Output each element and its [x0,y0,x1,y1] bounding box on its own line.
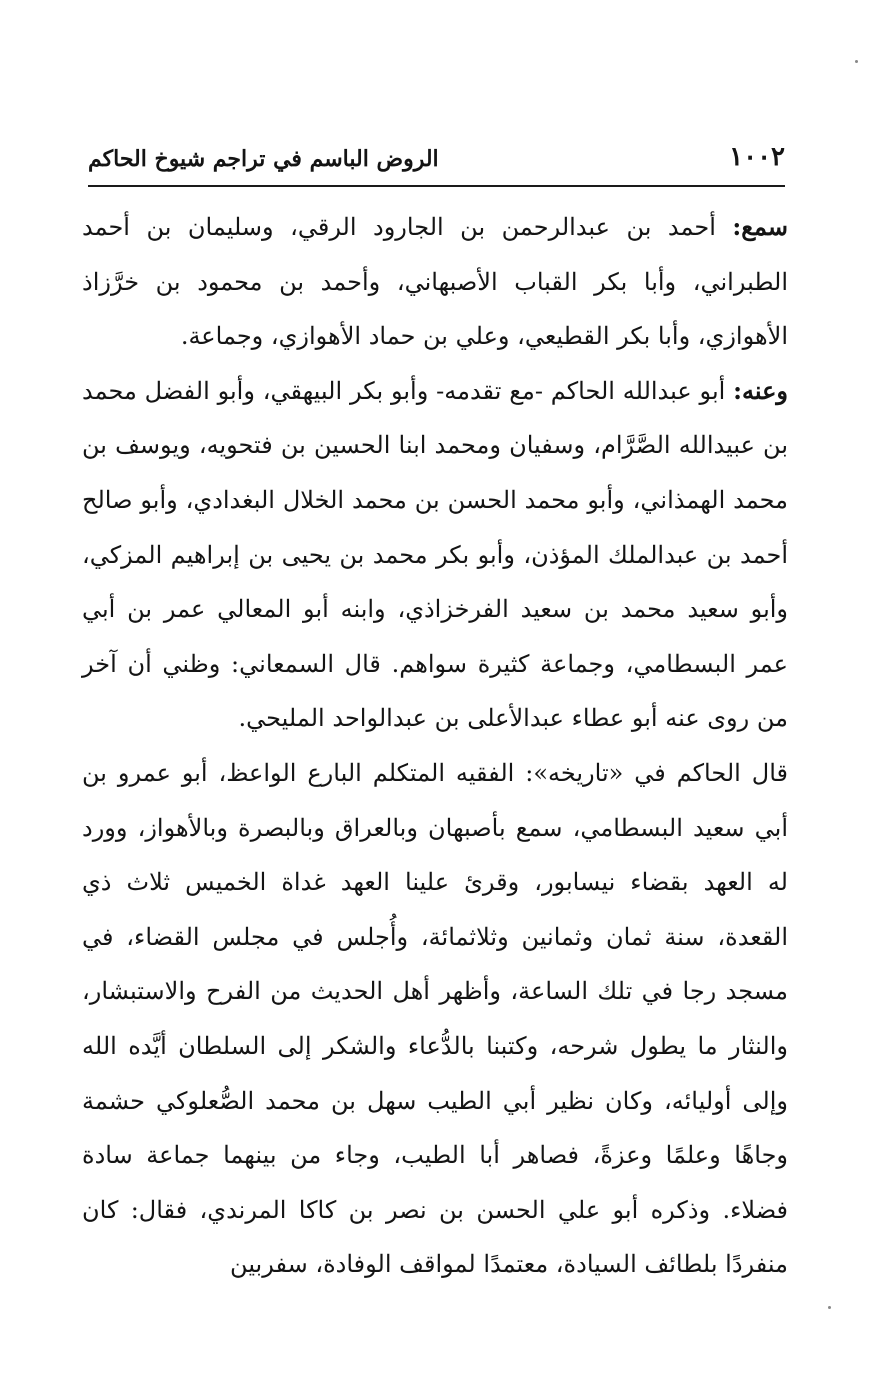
paragraph-lead: وعنه: [733,375,788,405]
paragraph-lead: سمع: [732,212,788,241]
paragraph-narrators [82,364,788,746]
paragraph-text: أحمد بن عبدالرحمن بن الجارود الرقي، وسليمان بن أحمد الطبراني، وأبا بكر القباب الأصبهاني، وأحمد بن محمود بن خرَّزاذ الأهوازي، وأبا بكر القطيعي، وعلي بن حماد الأهوازي، وجماعة. [82,213,788,351]
paragraph-text: قال الحاكم في «تاريخه»: الفقيه المتكلم البارع الواعظ، أبو عمرو بن أبي سعيد البسطامي، سمع بأصبهان وبالعراق وبالبصرة وبالأهواز، وورد له العهد بقضاء نيسابور، وقرئ علينا العهد غداة الخميس ثلاث ذي القعدة، سنة ثمان وثمانين وثلاثمائة، وأُجلس في مجلس القضاء، في مسجد رجا في تلك الساعة، وأظهر أهل الحديث من الفرح والاستبشار، والنثار ما يطول شرحه، وكتبنا بالدُّعاء والشكر إلى السلطان أيَّده الله وإلى أوليائه، وكان نظير أبي الطيب سهل بن محمد الصُّعلوكي حشمة وجاهًا وعلمًا وعزةً، فصاهر أبا الطيب، وجاء من بينهما جماعة سادة فضلاء. وذكره أبو علي الحسن بن نصر بن كاكا المرندي، فقال: كان منفردًا بلطائف السيادة، معتمدًا لمواقف الوفادة، سفربين [82,758,788,1279]
page-header [88,136,785,184]
scan-speck [855,60,858,63]
running-title: الروض الباسم في تراجم شيوخ الحاكم [88,146,439,172]
body-text [82,200,788,1292]
page-number: ١٠٠٢ [729,142,785,172]
scan-speck [828,1306,831,1309]
paragraph-heard-from [82,200,788,364]
paragraph-biography [82,746,788,1292]
header-divider [88,185,785,187]
paragraph-text: أبو عبدالله الحاكم -مع تقدمه- وأبو بكر البيهقي، وأبو الفضل محمد بن عبيدالله الصَّرَّام، وسفيان ومحمد ابنا الحسين بن فتحويه، ويوسف بن محمد الهمذاني، وأبو محمد الحسن بن محمد الخلال البغدادي، وأبو صالح أحمد بن عبدالملك المؤذن، وأبو بكر محمد بن يحيى بن إبراهيم المزكي، وأبو سعيد محمد بن سعيد الفرخزاذي، وابنه أبو المعالي عمر بن أبي عمر البسطامي، وجماعة كثيرة سواهم. قال السمعاني: وظني أن آخر من روى عنه أبو عطاء عبدالأعلى بن عبدالواحد المليحي. [82,376,789,733]
